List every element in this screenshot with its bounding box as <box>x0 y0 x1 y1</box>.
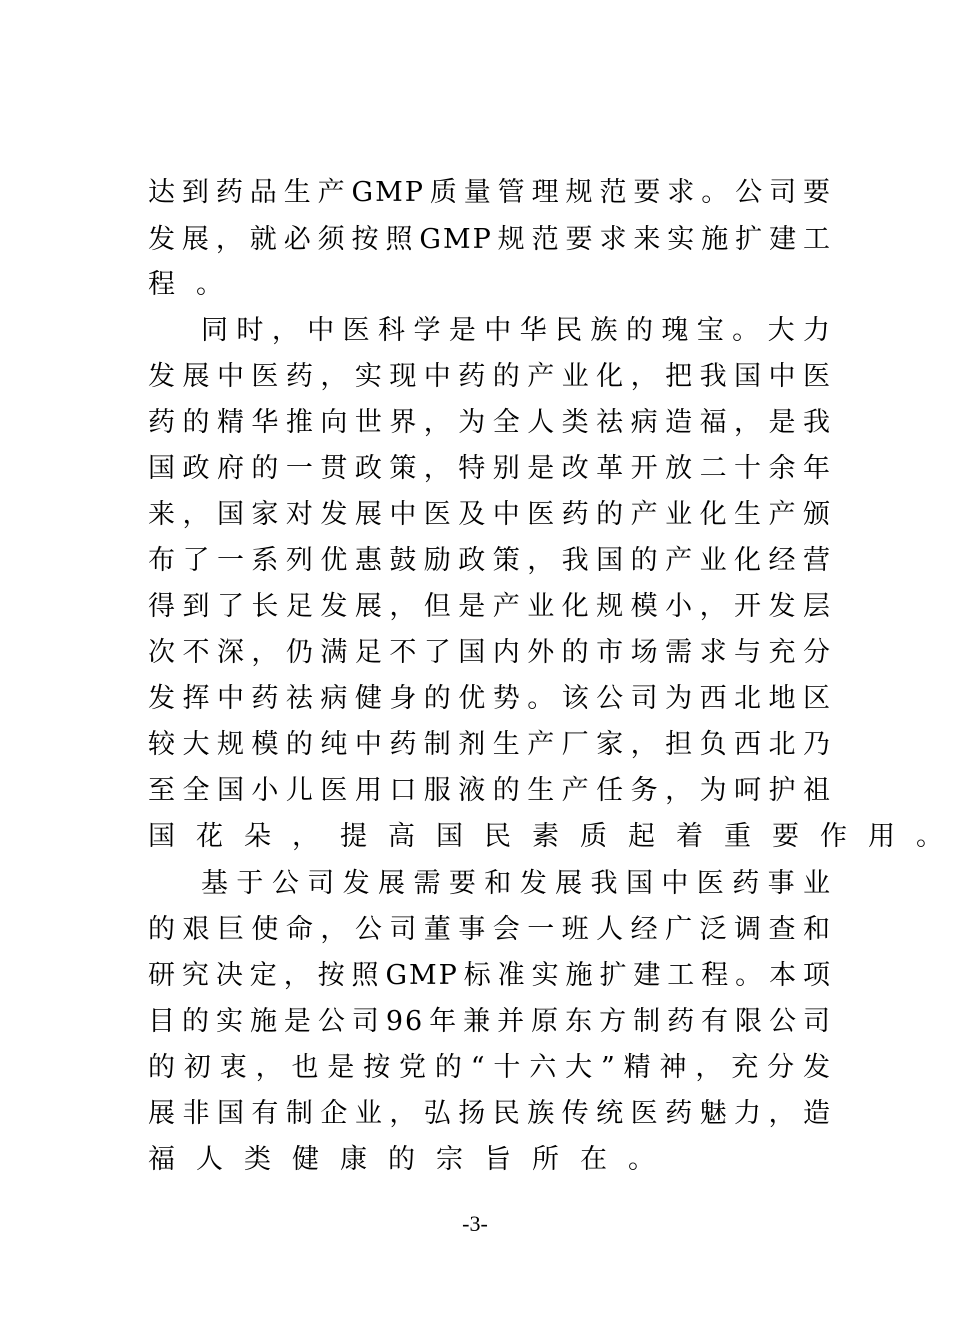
paragraph-1-line-1: 达到药品生产GMP质量管理规范要求。公司要 <box>148 177 832 208</box>
paragraph-3-line-2: 的艰巨使命，公司董事会一班人经广泛调查和 <box>148 914 832 945</box>
page-number: -3- <box>462 1211 488 1236</box>
paragraph-3-line-7: 福人类健康的宗旨所在。 <box>148 1144 676 1175</box>
paragraph-3-line-3: 研究决定，按照GMP标准实施扩建工程。本项 <box>148 960 832 991</box>
paragraph-2-line-12: 国花朵，提高国民素质起着重要作用。 <box>148 821 964 852</box>
paragraph-2-line-5: 来，国家对发展中医及中医药的产业化生产颁 <box>148 499 832 530</box>
paragraph-2-line-7: 得到了长足发展，但是产业化规模小，开发层 <box>148 591 832 622</box>
paragraph-3-line-1: 基于公司发展需要和发展我国中医药事业 <box>201 868 832 899</box>
paragraph-2-line-6: 布了一系列优惠鼓励政策，我国的产业化经营 <box>148 545 832 576</box>
paragraph-3-line-5: 的初衷，也是按党的“十六大”精神，充分发 <box>148 1052 832 1083</box>
paragraph-3-line-6: 展非国有制企业，弘扬民族传统医药魅力，造 <box>148 1098 832 1129</box>
paragraph-3-line-4: 目的实施是公司96年兼并原东方制药有限公司 <box>148 1006 832 1037</box>
paragraph-2-line-11: 至全国小儿医用口服液的生产任务，为呵护祖 <box>148 775 832 806</box>
paragraph-2-line-9: 发挥中药祛病健身的优势。该公司为西北地区 <box>148 683 832 714</box>
paragraph-1-line-3: 程。 <box>148 269 244 300</box>
paragraph-2-line-8: 次不深，仍满足不了国内外的市场需求与充分 <box>148 637 832 668</box>
paragraph-2-line-1: 同时，中医科学是中华民族的瑰宝。大力 <box>201 315 832 346</box>
paragraph-2-line-10: 较大规模的纯中药制剂生产厂家，担负西北乃 <box>148 729 832 760</box>
paragraph-2-line-4: 国政府的一贯政策，特别是改革开放二十余年 <box>148 453 832 484</box>
paragraph-2-line-3: 药的精华推向世界，为全人类祛病造福，是我 <box>148 407 832 438</box>
paragraph-2-line-2: 发展中医药，实现中药的产业化，把我国中医 <box>148 361 832 392</box>
paragraph-1-line-2: 发展，就必须按照GMP规范要求来实施扩建工 <box>148 224 832 255</box>
